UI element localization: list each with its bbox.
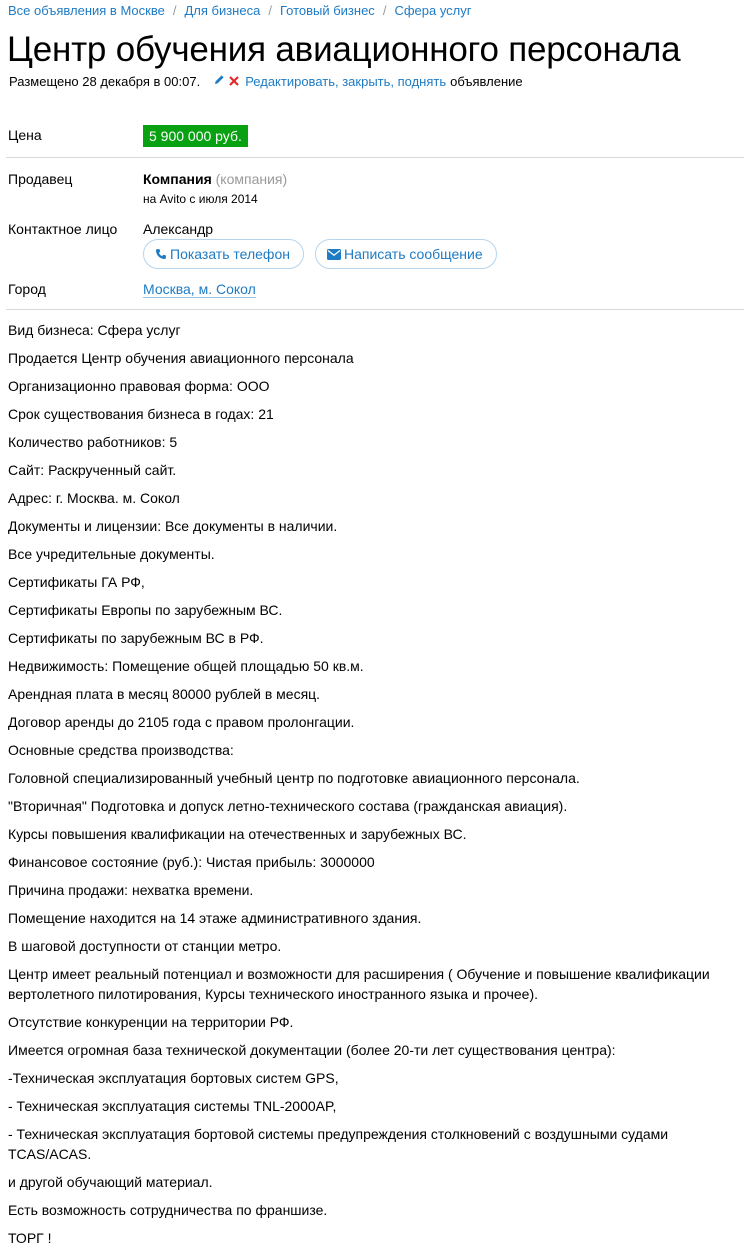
- description-line: Адрес: г. Москва. м. Сокол: [8, 490, 180, 506]
- description-line: Количество работников: 5: [8, 434, 178, 450]
- breadcrumb-for-business[interactable]: Для бизнеса: [184, 3, 261, 18]
- description-line: -Техническая эксплуатация бортовых систем GPS,: [8, 1070, 339, 1086]
- envelope-icon: [327, 249, 341, 260]
- description-line: Продается Центр обучения авиационного персонала: [8, 350, 354, 366]
- description-line: Имеется огромная база технической документации (более 20-ти лет существования центра):: [8, 1042, 616, 1058]
- description-line: Вид бизнеса: Сфера услуг: [8, 322, 181, 338]
- description-line: Сайт: Раскрученный сайт.: [8, 462, 177, 478]
- description-line: Недвижимость: Помещение общей площадью 50 кв.м.: [8, 658, 364, 674]
- description-line: В шаговой доступности от станции метро.: [8, 938, 282, 954]
- seller-name: [143, 171, 287, 187]
- breadcrumb-services[interactable]: Сфера услуг: [394, 3, 472, 18]
- description-line: Причина продажи: нехватка времени.: [8, 882, 254, 898]
- description-line: "Вторичная" Подготовка и допуск летно-технического состава (гражданская авиация).: [8, 798, 568, 814]
- divider: [6, 157, 744, 158]
- description-line: Срок существования бизнеса в годах: 21: [8, 406, 274, 422]
- description-line: ТОРГ !: [8, 1230, 52, 1246]
- description-line: Основные средства производства:: [8, 742, 234, 758]
- description-line: Есть возможность сотрудничества по франшизе.: [8, 1202, 328, 1218]
- price-label: Цена: [8, 127, 42, 143]
- city-link[interactable]: Москва, м. Сокол: [143, 281, 256, 297]
- contact-label: Контактное лицо: [8, 221, 118, 237]
- description-line: Сертификаты ГА РФ,: [8, 574, 145, 590]
- description-line: Арендная плата в месяц 80000 рублей в месяц.: [8, 686, 321, 702]
- breadcrumb-separator: /: [382, 3, 387, 18]
- show-phone-button[interactable]: [143, 239, 304, 269]
- description-line: и другой обучающий материал.: [8, 1174, 213, 1190]
- edit-ad-tail: объявление: [450, 73, 523, 89]
- description-line: - Техническая эксплуатация бортовой системы предупреждения столкновений с воздушными судами TCAS/ACAS.: [8, 1126, 669, 1162]
- description-line: Курсы повышения квалификации на отечественных и зарубежных ВС.: [8, 826, 467, 842]
- seller-since: на Avito с июля 2014: [143, 192, 258, 206]
- post-meta: [9, 73, 523, 89]
- description-line: Отсутствие конкуренции на территории РФ.: [8, 1014, 294, 1030]
- seller-type: (компания): [215, 171, 288, 187]
- seller-label: Продавец: [8, 171, 73, 187]
- contact-name: Александр: [143, 221, 214, 237]
- posted-date: Размещено 28 декабря в 00:07.: [9, 73, 201, 89]
- page-title: Центр обучения авиационного персонала: [7, 30, 681, 69]
- price-badge: 5 900 000 руб.: [143, 125, 248, 147]
- show-phone-label: Показать телефон: [170, 246, 290, 262]
- breadcrumb-all-ads[interactable]: Все объявления в Москве: [8, 3, 165, 18]
- write-message-button[interactable]: [315, 239, 497, 269]
- city-label: Город: [8, 281, 46, 297]
- description-line: Договор аренды до 2105 года с правом пролонгации.: [8, 714, 355, 730]
- pencil-icon[interactable]: [214, 74, 225, 88]
- description-line: Головной специализированный учебный центр по подготовке авиационного персонала.: [8, 770, 580, 786]
- divider: [6, 309, 744, 310]
- description-line: Сертификаты Европы по зарубежным ВС.: [8, 602, 283, 618]
- breadcrumb-separator: /: [268, 3, 272, 18]
- description-line: Помещение находится на 14 этаже административного здания.: [8, 910, 422, 926]
- description-line: Центр имеет реальный потенциал и возможности для расширения ( Обучение и повышение квалификации вертолетного пилотирования, Курсы технического иностранного языка и прочее).: [8, 966, 710, 1002]
- ad-description: [8, 320, 743, 1253]
- description-line: Документы и лицензии: Все документы в наличии.: [8, 518, 338, 534]
- breadcrumb-ready-business[interactable]: Готовый бизнес: [279, 3, 375, 18]
- close-icon[interactable]: [229, 73, 239, 89]
- breadcrumb: [8, 3, 472, 18]
- description-line: Финансовое состояние (руб.): Чистая прибыль: 3000000: [8, 854, 375, 870]
- description-line: Все учредительные документы.: [8, 546, 215, 562]
- seller-company: Компания: [143, 171, 212, 187]
- phone-icon: [155, 248, 167, 260]
- description-line: Организационно правовая форма: ООО: [8, 378, 270, 394]
- edit-ad-link[interactable]: Редактировать, закрыть, поднять: [245, 73, 447, 89]
- breadcrumb-separator: /: [172, 3, 177, 18]
- description-line: - Техническая эксплуатация системы TNL-2000AP,: [8, 1098, 337, 1114]
- write-message-label: Написать сообщение: [344, 246, 483, 262]
- description-line: Сертификаты по зарубежным ВС в РФ.: [8, 630, 264, 646]
